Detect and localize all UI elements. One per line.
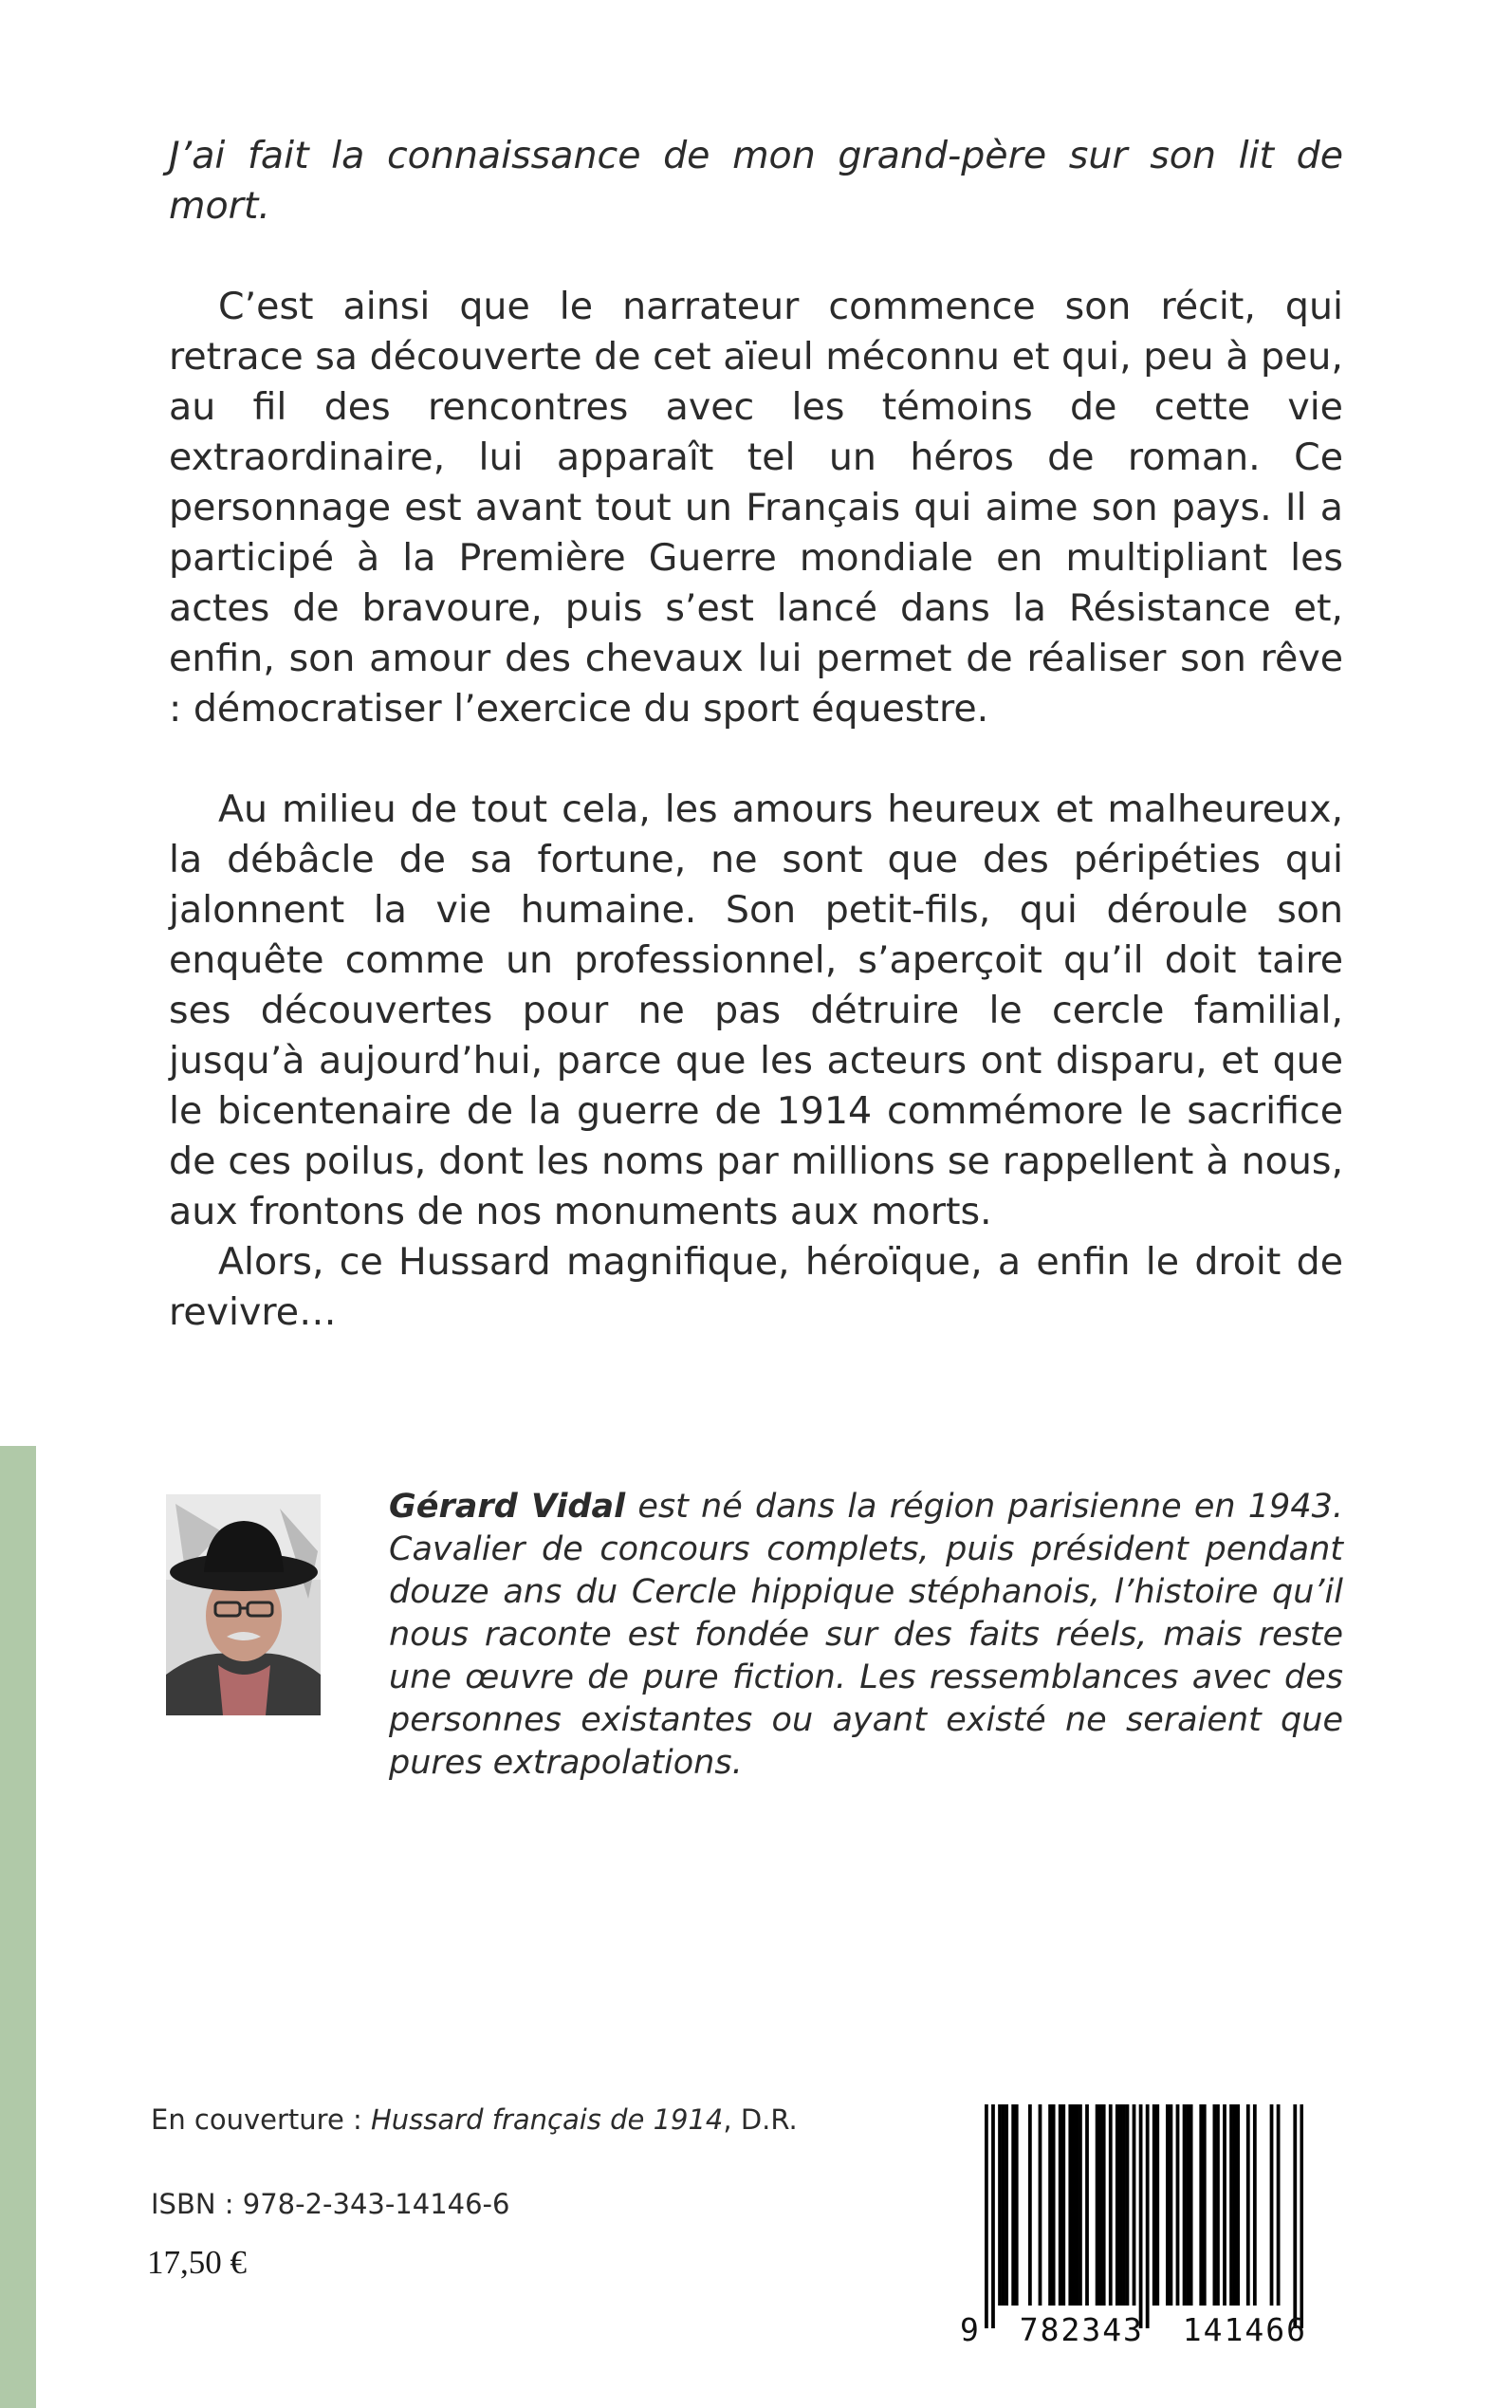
blurb-opening-line: J’ai fait la connaissance de mon grand-père sur son lit de mort. xyxy=(169,134,1343,228)
barcode-bar xyxy=(1052,2104,1056,2306)
barcode-bar xyxy=(1183,2104,1187,2306)
barcode-digits-right: 141466 xyxy=(1182,2311,1307,2348)
barcode-bar xyxy=(1005,2104,1008,2306)
price: 17,50 € xyxy=(147,2244,247,2281)
barcode-bar xyxy=(1199,2104,1203,2306)
blurb-paragraph-3: Alors, ce Hussard magnifique, héroïque, a enfin le droit de revivre… xyxy=(169,1240,1343,1334)
barcode-bar xyxy=(1039,2104,1042,2306)
blurb-paragraph-1: C’est ainsi que le narrateur commence son récit, qui retrace sa découverte de cet aïeul méconnu et qui, peu à peu, au fil des rencontres avec les témoins de cette vie extraordinaire, lui apparaît tel un héros de roman. Ce personnage est avant tout un Français qui aime son pays. Il a participé à la Première Guerre mondiale en multipliant les actes de bravoure, puis s’est lancé dans la Résistance et, enfin, son amour des chevaux lui permet de réaliser son rêve : démocratiser l’exercice du sport équestre. xyxy=(169,285,1343,731)
barcode-digit-lead: 9 xyxy=(960,2311,981,2348)
barcode-bar xyxy=(1061,2104,1065,2306)
barcode-bar xyxy=(1109,2104,1113,2306)
barcode-bar xyxy=(1102,2104,1106,2306)
barcode-bar xyxy=(1075,2104,1079,2306)
barcode-number xyxy=(960,2313,1307,2347)
barcode-digits-left: 782343 xyxy=(1019,2311,1144,2348)
barcode-bar xyxy=(1122,2104,1126,2306)
cover-credit-prefix: En couverture : xyxy=(151,2103,371,2136)
barcode-bar xyxy=(1072,2104,1076,2306)
barcode-bar xyxy=(1098,2104,1102,2306)
barcode-bar xyxy=(1293,2104,1297,2328)
barcode-bar xyxy=(1189,2104,1193,2306)
barcode-bar xyxy=(1126,2104,1130,2306)
barcode-bar xyxy=(1028,2104,1032,2306)
barcode-bar xyxy=(1152,2104,1156,2306)
barcode-bar xyxy=(1186,2104,1189,2306)
barcode-bar xyxy=(1229,2104,1233,2306)
barcode-bar xyxy=(1011,2104,1015,2306)
author-bio xyxy=(389,1486,1343,1785)
barcode-bar xyxy=(1270,2104,1274,2306)
barcode-bar xyxy=(1277,2104,1281,2306)
barcode-bar xyxy=(1048,2104,1052,2306)
barcode-bar xyxy=(998,2104,1002,2306)
barcode-bar xyxy=(1170,2104,1173,2306)
barcode-bar xyxy=(1203,2104,1207,2306)
author-bio-text: est né dans la région parisienne en 1943. Cavalier de concours complets, puis président pendant douze ans du Cercle hippique stéphanois, l’histoire qu’il nous raconte est fondée sur des faits réels, mais reste une œuvre de pure fiction. Les ressemblances avec des personnes existantes ou ayant existé ne seraient que pures extrapolations. xyxy=(389,1488,1343,1782)
barcode-bar xyxy=(1233,2104,1237,2306)
barcode-bar xyxy=(1096,2104,1099,2306)
barcode-bar xyxy=(1223,2104,1226,2306)
barcode-bar xyxy=(1133,2104,1136,2306)
barcode-bar xyxy=(1213,2104,1217,2306)
barcode-bar xyxy=(1300,2104,1303,2328)
barcode-bar xyxy=(1176,2104,1180,2306)
cover-credit-suffix: , D.R. xyxy=(723,2103,798,2136)
blurb-text xyxy=(169,131,1343,1338)
barcode-bar xyxy=(1068,2104,1072,2306)
barcode-bar xyxy=(1118,2104,1122,2306)
barcode-bar xyxy=(985,2104,988,2328)
cover-credit-title: Hussard français de 1914 xyxy=(371,2103,724,2136)
barcode-bar xyxy=(1139,2104,1143,2328)
barcode-bar xyxy=(1146,2104,1150,2328)
barcode-bar xyxy=(1002,2104,1005,2306)
barcode-bar xyxy=(1085,2104,1089,2306)
barcode-bar xyxy=(1155,2104,1159,2306)
barcode-bar xyxy=(1166,2104,1170,2306)
green-side-band xyxy=(0,1446,36,2408)
barcode-bar xyxy=(1059,2104,1062,2306)
barcode-bar xyxy=(1236,2104,1240,2306)
barcode-bar xyxy=(1253,2104,1257,2306)
barcode-bar xyxy=(991,2104,995,2328)
blurb-paragraph-2: Au milieu de tout cela, les amours heureux et malheureux, la débâcle de sa fortune, ne sont que des péripéties qui jalonnent la vie humaine. Son petit-fils, qui déroule son enquête comme un professionnel, s’aperçoit qu’il doit taire ses découvertes pour ne pas détruire le cercle familial, jusqu’à aujourd’hui, parce que les acteurs ont disparu, et que le bicentenaire de la guerre de 1914 commémore le sacrifice de ces poilus, dont les noms par millions se rappellent à nous, aux frontons de nos monuments aux morts. xyxy=(169,787,1343,1233)
cover-credit xyxy=(151,2102,798,2137)
isbn: ISBN : 978-2-343-14146-6 xyxy=(151,2188,510,2220)
barcode-bar xyxy=(1116,2104,1119,2306)
barcode-bar xyxy=(1246,2104,1250,2306)
barcode-bar xyxy=(1015,2104,1019,2306)
author-photo xyxy=(166,1494,321,1715)
author-name: Gérard Vidal xyxy=(389,1488,626,1526)
barcode-bar xyxy=(1079,2104,1082,2306)
barcode-bar xyxy=(1216,2104,1220,2306)
barcode xyxy=(962,2104,1303,2332)
